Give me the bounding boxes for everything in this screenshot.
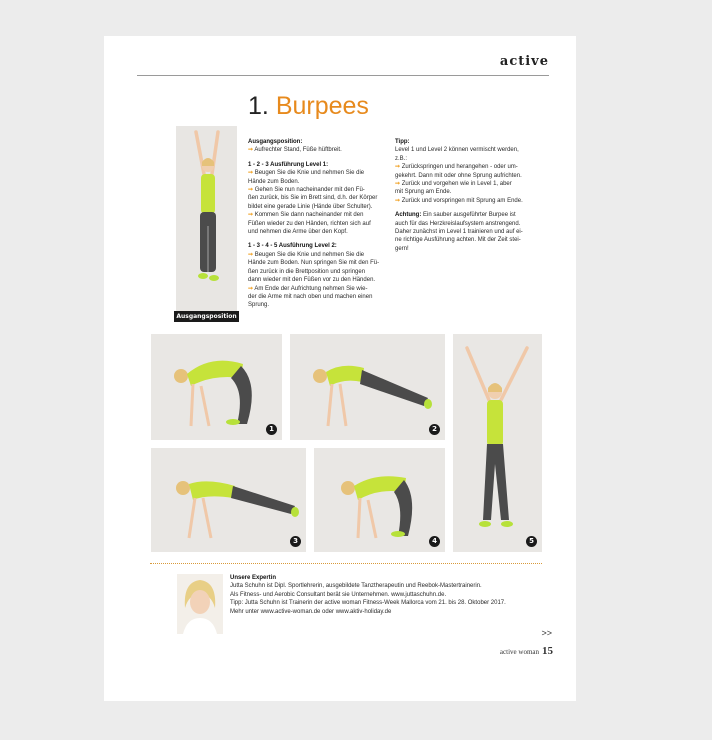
arrow-right-icon: ➞ <box>248 187 254 194</box>
section-label: active <box>499 54 549 69</box>
title-text: Burpees <box>275 92 369 120</box>
arrow-right-icon: ➞ <box>248 251 254 258</box>
arrow-right-icon: ➞ <box>395 164 401 171</box>
next-page-marker: >> <box>541 628 552 638</box>
magazine-page <box>104 36 576 701</box>
crouch-figure-illustration <box>314 448 445 552</box>
plank-figure-illustration <box>151 448 306 552</box>
step-photo-4 <box>314 448 445 552</box>
caution-line: auch für das Herzkreislaufsystem anstrengend. <box>395 220 521 227</box>
level1-item-cont: und nehmen die Arme über den Kopf. <box>248 229 348 236</box>
expert-heading: Unsere Expertin <box>230 575 277 581</box>
arrow-right-icon: ➞ <box>395 197 401 204</box>
step-photo-3 <box>151 448 306 552</box>
expert-portrait <box>177 574 223 634</box>
level2-item-cont: der die Arme mit nach oben und machen einen <box>248 293 373 300</box>
tip-item: Zurück und vorspringen mit Sprung am Ende. <box>401 197 523 204</box>
magazine-name: active woman <box>499 648 539 656</box>
step-badge: 5 <box>526 536 537 547</box>
level1-item: Beugen Sie die Knie und nehmen Sie die <box>254 170 365 177</box>
step-photo-1 <box>151 334 282 440</box>
step-badge: 4 <box>429 536 440 547</box>
expert-line: Jutta Schuhn ist Dipl. Sportlehrerin, ausgebildete Tanztherapeutin und Reebok-Mastertrainerin. <box>230 583 482 590</box>
level1-item-cont: ßen zurück, bis Sie im Brett sind, d.h. der Körper <box>248 195 378 202</box>
level2-item: Am Ende der Aufrichtung nehmen Sie wie- <box>254 285 368 292</box>
crouch-figure-illustration <box>151 334 282 440</box>
caution-line: gern! <box>395 245 409 252</box>
expert-bio <box>230 574 560 616</box>
start-line: Aufrechter Stand, Füße hüftbreit. <box>254 147 342 154</box>
step-badge: 3 <box>290 536 301 547</box>
page-title <box>248 92 369 121</box>
level2-item: Beugen Sie die Knie und nehmen Sie die <box>254 251 365 258</box>
level1-item-cont: Füßen wieder zu den Händen, richten sich auf <box>248 220 371 227</box>
step-badge: 1 <box>266 424 277 435</box>
level1-item: Gehen Sie nun nacheinander mit den Fü- <box>254 187 365 194</box>
tip-item-cont: gekehrt. Dann mit oder ohne Sprung aufrichten. <box>395 172 522 179</box>
tip-item: Zurückspringen und herangehen - oder um- <box>401 164 518 171</box>
expert-line: Tipp: Jutta Schuhn ist Trainerin der active woman Fitness-Week Mallorca vom 21. bis 28. Oktober 2017. <box>230 600 506 607</box>
main-photo <box>176 126 237 322</box>
portrait-illustration <box>177 574 223 634</box>
level1-item-cont: bildet eine gerade Linie (Hände über Schulter). <box>248 203 373 210</box>
arrow-right-icon: ➞ <box>395 181 401 188</box>
level2-item-cont: Sprung. <box>248 302 270 309</box>
level1-item: Kommen Sie dann nacheinander mit den <box>254 212 364 219</box>
level2-heading: 1 - 3 - 4 - 5 Ausführung Level 2: <box>248 243 337 250</box>
tip-item: Zurück und vorgehen wie in Level 1, aber <box>401 181 512 188</box>
tip-line: Level 1 und Level 2 können vermischt werden, <box>395 147 519 154</box>
level1-heading: 1 - 2 - 3 Ausführung Level 1: <box>248 161 329 168</box>
header-rule <box>137 75 549 76</box>
tip-heading: Tipp: <box>395 139 410 145</box>
level2-item-cont: Hände zum Boden. Nun springen Sie mit den Fü- <box>248 260 380 267</box>
title-number: 1. <box>248 92 269 120</box>
plank-figure-illustration <box>290 334 445 440</box>
arrow-right-icon: ➞ <box>248 212 254 219</box>
page-number: 15 <box>542 645 553 657</box>
tips-column <box>395 138 545 253</box>
caution-line: Ein sauber ausgeführter Burpee ist <box>421 212 516 219</box>
step-photo-2 <box>290 334 445 440</box>
page-folio <box>500 645 553 657</box>
dotted-divider <box>150 563 542 564</box>
caution-line: Daher zunächst im Level 1 trainieren und auf ei- <box>395 229 523 236</box>
standing-figure-illustration <box>176 126 237 322</box>
level1-item-cont: Hände zum Boden. <box>248 178 300 185</box>
arrow-right-icon: ➞ <box>248 285 254 292</box>
caution-line: ne richtige Ausführung achten. Mit der Zeit stei- <box>395 237 521 244</box>
start-heading: Ausgangsposition: <box>248 139 303 145</box>
level2-item-cont: dann wieder mit den Füßen vor zu den Händen. <box>248 277 376 284</box>
step-badge: 2 <box>429 424 440 435</box>
jump-figure-illustration <box>453 334 542 552</box>
arrow-right-icon: ➞ <box>248 147 254 154</box>
level2-item-cont: ßen zurück in die Brettposition und springen <box>248 268 366 275</box>
step-photo-5 <box>453 334 542 552</box>
instructions-column <box>248 138 386 310</box>
caution-label: Achtung: <box>395 212 422 219</box>
expert-line: Mehr unter www.active-woman.de oder www.aktiv-holiday.de <box>230 608 392 615</box>
expert-line: Als Fitness- und Aerobic Consultant berät sie Unternehmen. www.juttaschuhn.de. <box>230 591 447 598</box>
tip-item-cont: mit Sprung am Ende. <box>395 189 452 196</box>
photo-caption: Ausgangsposition <box>174 311 239 322</box>
tip-line: z.B.: <box>395 155 408 162</box>
arrow-right-icon: ➞ <box>248 170 254 177</box>
